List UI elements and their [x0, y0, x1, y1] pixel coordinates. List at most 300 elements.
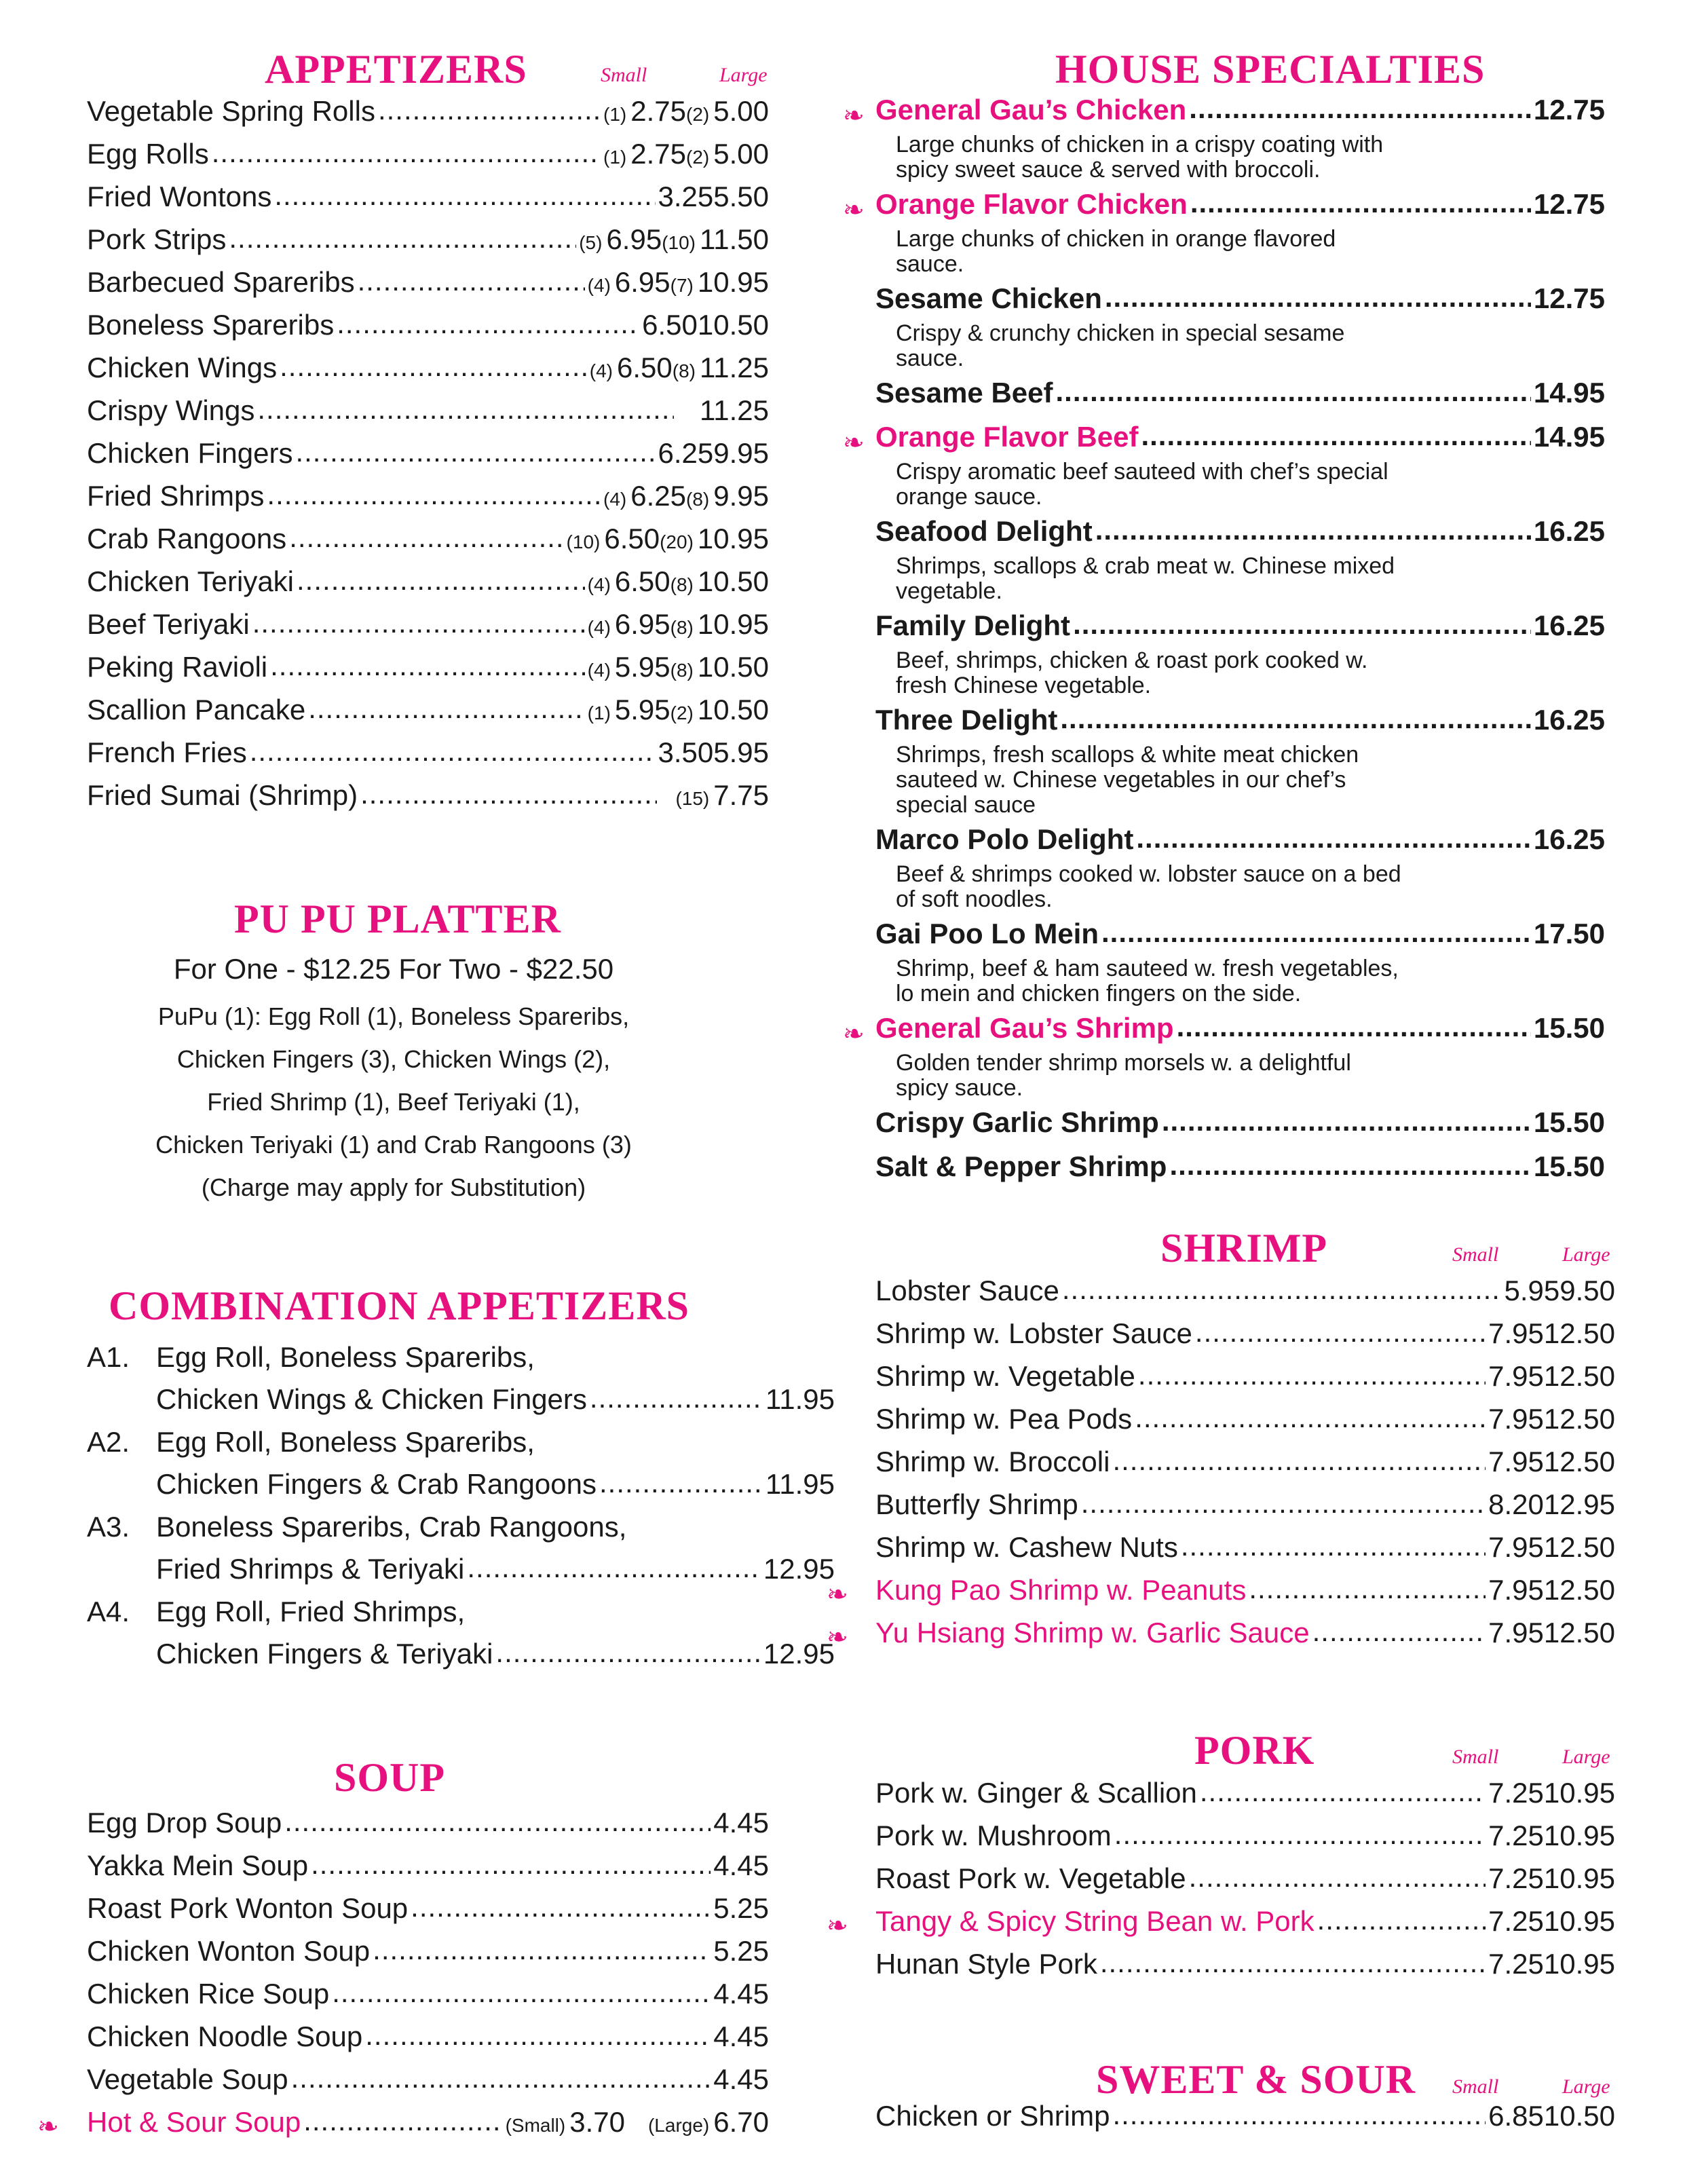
menu-item-name: Beef Teriyaki [87, 608, 250, 640]
pupu-description: Chicken Teriyaki (1) and Crab Rangoons (3) [155, 1131, 632, 1159]
specialty-item [875, 704, 1605, 746]
dot-leader [365, 2019, 711, 2052]
large-price: 5.00 [713, 138, 769, 170]
combo-line2: Fried Shrimps & Teriyaki [156, 1553, 465, 1585]
large-price: 12.50 [1543, 1574, 1615, 1606]
large-price-group [713, 437, 769, 470]
small-qty: (4) [603, 489, 627, 510]
specialty-description: spicy sauce. [896, 1075, 1023, 1101]
menu-item [875, 1275, 1615, 1317]
combo-code: A3. [87, 1511, 130, 1543]
dot-leader [1195, 1316, 1486, 1349]
large-qty: (8) [686, 489, 710, 510]
large-qty: (2) [686, 147, 710, 168]
small-price-group [567, 523, 660, 555]
specialty-item [875, 421, 1605, 463]
combo-title: COMBINATION APPETIZERS [109, 1283, 690, 1328]
specialty-description: lo mein and chicken fingers on the side. [896, 981, 1302, 1006]
appetizers-large-label: Large [719, 64, 768, 86]
specialty-name: Sesame Beef [875, 377, 1053, 409]
small-price: 8.20 [1488, 1488, 1544, 1520]
dot-leader [1317, 1904, 1486, 1936]
dot-leader [257, 393, 674, 426]
dot-leader [267, 478, 601, 511]
combo-line1: Egg Roll, Fried Shrimps, [156, 1596, 466, 1627]
dot-leader [295, 436, 655, 468]
menu-item-name: Pork w. Ginger & Scallion [875, 1777, 1197, 1809]
small-price-group [588, 565, 670, 598]
large-price-group [675, 779, 769, 812]
small-price-group [603, 95, 686, 128]
specialty-description: orange sauce. [896, 484, 1042, 510]
small-price: 7.25 [1488, 1948, 1544, 1980]
small-price: 3.70 [569, 2106, 625, 2138]
dot-leader [1189, 1861, 1486, 1894]
specialty-name: Family Delight [875, 609, 1071, 641]
large-price: 5.00 [713, 95, 769, 127]
combo-item [156, 1638, 835, 1680]
menu-item-name: Scallion Pancake [87, 694, 306, 726]
large-price: 10.95 [1543, 1905, 1615, 1937]
specialty-name: Orange Flavor Beef [875, 421, 1139, 453]
specialty-description: fresh Chinese vegetable. [896, 673, 1152, 698]
large-price: 12.50 [1543, 1360, 1615, 1392]
specialty-name: Three Delight [875, 704, 1058, 736]
large-price: 10.50 [697, 651, 769, 683]
menu-item-name: Chicken Teriyaki [87, 565, 295, 597]
combo-line1: Egg Roll, Boneless Spareribs, [156, 1341, 535, 1373]
large-price-group [670, 608, 769, 641]
dot-leader [1136, 822, 1531, 854]
specialty-name: Seafood Delight [875, 515, 1093, 547]
dot-leader [1312, 1615, 1486, 1648]
small-qty: (1) [603, 147, 627, 168]
specialty-item [875, 609, 1605, 652]
shrimp-small-label: Small [1452, 1243, 1499, 1266]
dot-leader [495, 1636, 760, 1669]
large-price: 6.70 [713, 2106, 769, 2138]
dot-leader [311, 1848, 711, 1881]
specialty-price: 16.25 [1533, 823, 1605, 855]
pupu-description: Chicken Fingers (3), Chicken Wings (2), [176, 1045, 611, 1073]
menu-item-name: Egg Drop Soup [87, 1807, 282, 1839]
large-price: 10.95 [1543, 1948, 1615, 1980]
dot-leader [1081, 1487, 1486, 1520]
menu-item-name: Yu Hsiang Shrimp w. Garlic Sauce [875, 1617, 1310, 1649]
dot-leader [1189, 92, 1531, 125]
specialty-name: Marco Polo Delight [875, 823, 1134, 855]
menu-item-price: 4.45 [713, 2063, 769, 2095]
large-price-group [686, 480, 769, 512]
dot-leader [1095, 514, 1531, 546]
small-price-group [658, 437, 714, 470]
large-qty: (10) [662, 232, 696, 253]
combo-line2: Chicken Fingers & Teriyaki [156, 1638, 493, 1670]
combo-price: 12.95 [763, 1553, 835, 1585]
specialty-price: 17.50 [1533, 918, 1605, 949]
dot-leader [599, 1467, 763, 1499]
specialty-name: Orange Flavor Chicken [875, 188, 1188, 220]
combo-code: A1. [87, 1341, 130, 1373]
specialty-description: Large chunks of chicken in orange flavored [896, 226, 1336, 252]
menu-item-name: Chicken Rice Soup [87, 1978, 330, 2010]
specialty-price: 16.25 [1533, 609, 1605, 641]
dot-leader [467, 1551, 761, 1584]
dot-leader [1138, 1359, 1486, 1391]
dot-leader [252, 607, 585, 639]
small-price: 6.50 [614, 565, 670, 597]
dot-leader [280, 350, 587, 383]
large-price-group [713, 181, 769, 213]
menu-item-name: Crab Rangoons [87, 523, 287, 554]
dot-leader [1200, 1775, 1486, 1808]
large-price: 10.50 [697, 694, 769, 726]
dot-leader [1101, 916, 1531, 949]
menu-item-name: Chicken Noodle Soup [87, 2020, 363, 2052]
large-price-group [698, 309, 769, 341]
large-price: 12.50 [1543, 1403, 1615, 1435]
spicy-icon: ❧ [827, 1579, 848, 1609]
combo-price: 12.95 [763, 1638, 835, 1670]
menu-item-name: Shrimp w. Broccoli [875, 1446, 1110, 1477]
dot-leader [332, 1976, 711, 2009]
small-qty: (4) [587, 660, 611, 681]
menu-item-name: Butterfly Shrimp [875, 1488, 1078, 1520]
large-price: 9.95 [713, 480, 769, 512]
dot-leader [337, 307, 639, 340]
large-price-group [662, 223, 769, 256]
small-price-group [588, 608, 670, 641]
dot-leader [250, 735, 656, 768]
specialty-name: General Gau’s Chicken [875, 94, 1187, 126]
pupu-description: (Charge may apply for Substitution) [201, 1173, 586, 1201]
large-price: 10.95 [1543, 1820, 1615, 1851]
specialty-name: General Gau’s Shrimp [875, 1012, 1174, 1044]
specialty-item [875, 1012, 1605, 1054]
sweet_sour-title: SWEET & SOUR [1096, 2057, 1416, 2102]
menu-item [87, 608, 769, 650]
large-price: 9.95 [713, 437, 769, 469]
combo-code: A2. [87, 1426, 130, 1458]
large-qty: (15) [675, 788, 710, 809]
large-price-group [660, 523, 769, 555]
large-price: 10.95 [697, 608, 769, 640]
small-price: 5.95 [614, 651, 670, 683]
specialty-description: Shrimps, fresh scallops & white meat chicken [896, 742, 1359, 768]
large-price: 5.50 [713, 181, 769, 212]
large-price: 12.50 [1543, 1617, 1615, 1649]
menu-item [87, 1807, 769, 1849]
specialty-name: Gai Poo Lo Mein [875, 918, 1099, 949]
large-price: 12.50 [1543, 1531, 1615, 1563]
specialty-item [875, 94, 1605, 136]
pupu-description: Fried Shrimp (1), Beef Teriyaki (1), [207, 1088, 580, 1116]
dot-leader [1060, 702, 1531, 735]
menu-item [87, 480, 769, 522]
pork-title: PORK [1194, 1728, 1315, 1773]
dot-leader [289, 521, 563, 554]
large-price: 12.50 [1543, 1317, 1615, 1349]
specialty-name: Salt & Pepper Shrimp [875, 1150, 1167, 1182]
specialty-description: sauteed w. Chinese vegetables in our chef’s [896, 767, 1346, 793]
specialty-price: 14.95 [1533, 421, 1605, 453]
large-qty: (8) [672, 360, 696, 381]
pupu-prices: For One - $12.25 For Two - $22.50 [173, 953, 614, 985]
large-price-group [670, 651, 769, 683]
small-price: 6.25 [630, 480, 687, 512]
dot-leader [308, 692, 584, 725]
small-price: 7.95 [1488, 1617, 1544, 1649]
small-price: 7.95 [1488, 1574, 1544, 1606]
menu-item [87, 437, 769, 479]
large-qty: (8) [670, 574, 694, 595]
menu-item [87, 736, 769, 778]
appetizers-small-label: Small [601, 64, 647, 86]
dot-leader [1141, 419, 1530, 452]
small-price: 6.50 [604, 523, 660, 554]
specialty-price: 15.50 [1533, 1106, 1605, 1138]
specialty-price: 16.25 [1533, 515, 1605, 547]
menu-item-name: Hunan Style Pork [875, 1948, 1097, 1980]
small-price: 3.25 [658, 181, 714, 212]
large-qty: (20) [660, 531, 694, 552]
menu-item-name: Yakka Mein Soup [87, 1849, 309, 1881]
dot-leader [297, 564, 585, 597]
menu-item-price: 4.45 [713, 1849, 769, 1881]
spicy-icon: ❧ [843, 100, 865, 130]
specialty-description: Golden tender shrimp morsels w. a delightful [896, 1050, 1351, 1076]
large-price-group [686, 138, 769, 170]
large-qty: (7) [670, 275, 694, 296]
small-qty: (1) [603, 104, 627, 125]
menu-item [875, 1360, 1615, 1402]
dot-leader [212, 136, 601, 169]
menu-item-name: Peking Ravioli [87, 651, 268, 683]
menu-item-name: Lobster Sauce [875, 1275, 1059, 1306]
combo-line2: Chicken Fingers & Crab Rangoons [156, 1468, 597, 1500]
menu-item-price: 4.45 [713, 2020, 769, 2052]
small-qty: (4) [587, 574, 611, 595]
large-price: 10.95 [697, 523, 769, 554]
small-price: 5.95 [1504, 1275, 1560, 1306]
dot-leader [1177, 1011, 1531, 1043]
menu-item-name: Vegetable Soup [87, 2063, 288, 2095]
small-price: 6.25 [658, 437, 714, 469]
dot-leader [229, 222, 576, 255]
menu-item [875, 1617, 1615, 1659]
large-price: 12.95 [1543, 1488, 1615, 1520]
menu-item-name: Hot & Sour Soup [87, 2106, 301, 2138]
large-price-group [670, 565, 769, 598]
menu-item [87, 2063, 769, 2105]
soup-title: SOUP [334, 1755, 446, 1800]
spicy-icon: ❧ [37, 2111, 59, 2141]
specialty-description: vegetable. [896, 578, 1002, 604]
dot-leader [1162, 1105, 1531, 1137]
pupu-description: PuPu (1): Egg Roll (1), Boneless Spareribs, [157, 1002, 630, 1030]
dot-leader [1249, 1573, 1486, 1605]
specialty-price: 14.95 [1533, 377, 1605, 409]
menu-item-price: 5.25 [713, 1935, 769, 1967]
combo-line1: Egg Roll, Boneless Spareribs, [156, 1426, 535, 1458]
specialty-description: sauce. [896, 345, 964, 371]
large-price-group [670, 694, 769, 726]
small-label: (Small) [505, 2115, 566, 2136]
specialty-item [875, 823, 1605, 865]
menu-item [87, 309, 769, 351]
menu-item [87, 2020, 769, 2063]
specialty-description: of soft noodles. [896, 886, 1053, 912]
menu-item [87, 694, 769, 736]
menu-item-name: Shrimp w. Vegetable [875, 1360, 1135, 1392]
specialty-price: 15.50 [1533, 1150, 1605, 1182]
menu-item-name: Chicken or Shrimp [875, 2100, 1110, 2132]
menu-item [875, 1820, 1615, 1862]
menu-item-name: Shrimp w. Pea Pods [875, 1403, 1133, 1435]
spicy-icon: ❧ [827, 1910, 848, 1940]
pork-large-label: Large [1562, 1746, 1610, 1768]
spicy-icon: ❧ [843, 195, 865, 225]
dot-leader [1105, 281, 1531, 314]
large-price: 9.50 [1559, 1275, 1615, 1306]
dot-leader [411, 1891, 711, 1923]
large-price: 10.95 [1543, 1777, 1615, 1809]
small-price: 7.95 [1488, 1360, 1544, 1392]
small-price: 6.95 [606, 223, 662, 255]
large-qty: (2) [686, 104, 710, 125]
specialty-name: Sesame Chicken [875, 282, 1102, 314]
menu-item-name: Shrimp w. Cashew Nuts [875, 1531, 1178, 1563]
small-price: 6.50 [617, 352, 673, 383]
small-price: 7.95 [1488, 1531, 1544, 1563]
small-price: 6.85 [1488, 2100, 1544, 2132]
dot-leader [1100, 1946, 1486, 1979]
large-price-group [700, 394, 769, 427]
combo-item [156, 1468, 835, 1510]
specialty-description: Crispy aromatic beef sauteed with chef’s special [896, 459, 1388, 485]
menu-item-name: Crispy Wings [87, 394, 255, 426]
large-price-group [670, 266, 769, 299]
large-label: (Large) [647, 2115, 710, 2136]
menu-item-name: Pork w. Mushroom [875, 1820, 1112, 1851]
large-price: 11.25 [700, 352, 769, 383]
dot-leader [1062, 1273, 1502, 1306]
menu-item [87, 181, 769, 223]
menu-item [875, 1574, 1615, 1616]
large-qty: (8) [670, 660, 694, 681]
small-price: 2.75 [630, 138, 687, 170]
small-price-group [588, 694, 670, 726]
menu-item [875, 1488, 1615, 1530]
specialty-item [875, 515, 1605, 557]
menu-item [875, 2100, 1615, 2142]
large-price: 11.25 [700, 394, 769, 426]
menu-item-name: Fried Wontons [87, 181, 272, 212]
small-price: 7.95 [1488, 1317, 1544, 1349]
dot-leader [1135, 1401, 1486, 1434]
small-price: 2.75 [630, 95, 687, 127]
menu-item-price: 4.45 [713, 1807, 769, 1839]
menu-item [87, 394, 769, 436]
combo-item [156, 1383, 835, 1425]
menu-item-name: Chicken Wings [87, 352, 278, 383]
specialty-name: Crispy Garlic Shrimp [875, 1106, 1159, 1138]
shrimp-large-label: Large [1562, 1243, 1610, 1266]
dot-leader [284, 1805, 711, 1838]
large-price: 12.50 [1543, 1446, 1615, 1477]
menu-item [87, 779, 769, 821]
menu-item-name: Roast Pork Wonton Soup [87, 1892, 409, 1924]
specialty-price: 15.50 [1533, 1012, 1605, 1044]
large-price: 10.50 [1543, 2100, 1615, 2132]
small-price: 5.95 [614, 694, 670, 726]
small-price-group [658, 181, 714, 213]
small-qty: (4) [587, 275, 611, 296]
spicy-icon: ❧ [843, 1019, 865, 1049]
house-title: HOUSE SPECIALTIES [1055, 47, 1486, 92]
specialty-price: 16.25 [1533, 704, 1605, 736]
large-qty: (8) [670, 617, 694, 638]
menu-item [87, 651, 769, 693]
spicy-icon: ❧ [827, 1622, 848, 1652]
large-price: 10.95 [697, 266, 769, 298]
small-qty: (5) [579, 232, 603, 253]
large-price: 7.75 [713, 779, 769, 811]
dot-leader [358, 265, 585, 297]
menu-item [87, 352, 769, 394]
menu-item [875, 1862, 1615, 1904]
menu-item [875, 1948, 1615, 1990]
dot-leader [274, 179, 655, 212]
specialty-description: spicy sweet sauce & served with broccoli. [896, 157, 1321, 183]
small-price: 7.25 [1488, 1820, 1544, 1851]
small-price: 7.25 [1488, 1777, 1544, 1809]
menu-item [87, 1978, 769, 2020]
combo-price: 11.95 [765, 1383, 835, 1415]
menu-item-price: 4.45 [713, 1978, 769, 2010]
specialty-description: Shrimp, beef & ham sauteed w. fresh vegetables, [896, 956, 1399, 981]
menu-item [87, 266, 769, 308]
combo-code: A4. [87, 1596, 130, 1627]
menu-item-price: 5.25 [713, 1892, 769, 1924]
menu-item [87, 565, 769, 607]
small-price: 7.95 [1488, 1403, 1544, 1435]
dot-leader [360, 778, 656, 810]
menu-item [875, 1446, 1615, 1488]
dot-leader [1190, 187, 1531, 219]
large-price: 10.95 [1543, 1862, 1615, 1894]
small-price-group [642, 309, 698, 341]
small-price-group [588, 266, 670, 299]
small-qty: (4) [589, 360, 613, 381]
menu-item-name: Shrimp w. Lobster Sauce [875, 1317, 1192, 1349]
menu-item [87, 1935, 769, 1977]
combo-line2: Chicken Wings & Chicken Fingers [156, 1383, 587, 1415]
menu-item [87, 1849, 769, 1891]
menu-item-name: Barbecued Spareribs [87, 266, 355, 298]
specialty-price: 12.75 [1533, 282, 1605, 314]
large-price: 5.95 [713, 736, 769, 768]
small-price: 7.25 [1488, 1905, 1544, 1937]
dot-leader [1056, 375, 1531, 408]
large-price: 10.50 [697, 565, 769, 597]
small-price: 7.25 [1488, 1862, 1544, 1894]
small-price: 3.50 [658, 736, 714, 768]
specialty-description: Beef, shrimps, chicken & roast pork cooked w. [896, 647, 1368, 673]
specialty-description: Beef & shrimps cooked w. lobster sauce on a bed [896, 861, 1401, 887]
dot-leader [590, 1382, 763, 1414]
small-price: 6.50 [642, 309, 698, 341]
